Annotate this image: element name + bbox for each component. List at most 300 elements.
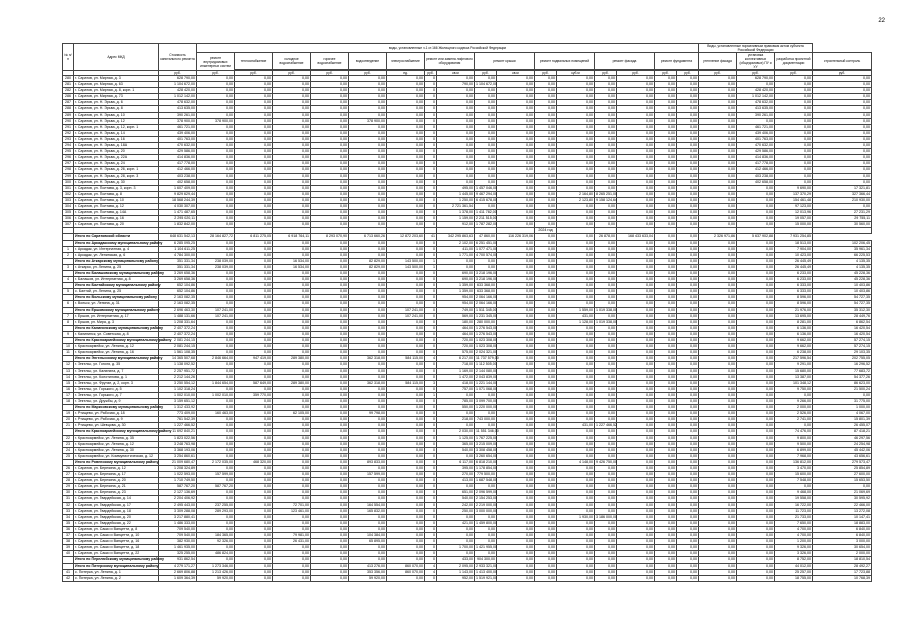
row-value: 0,00 [677,539,699,545]
row-value: 15 000,00 [775,222,813,228]
row-value: 0,00 [655,203,677,209]
row-value: 0,00 [595,216,617,222]
row-value: 0,00 [387,459,425,465]
row-value: 0,00 [535,277,557,283]
row-value: 0,00 [437,136,475,142]
row-value: 2 846 664,00 [197,356,235,362]
row-value: 0,00 [557,557,595,563]
row-value: 0,00 [617,155,655,161]
row-value: 0,00 [437,94,475,100]
row-value: 0 [425,222,437,228]
row-value: 0,00 [497,526,535,532]
row-value: 0,00 [699,362,737,368]
row-value: 6 840,00 [813,526,872,532]
row-value: 0,00 [595,222,617,228]
row-value: 0,00 [497,94,535,100]
row-value: 0 [425,368,437,374]
row-value: 59 920,00 [197,575,235,581]
row-value: 0,00 [497,124,535,130]
row-address: Итого по Ершовскому муниципальному району [75,307,160,312]
row-value: 0,00 [535,423,557,429]
row-value: 0,00 [617,295,655,301]
row-value: 0,00 [349,526,387,532]
row-value: 0,00 [655,350,677,356]
row-value: 0,00 [497,179,535,185]
row-value: 0,00 [349,405,387,411]
row-value: 3 260 654,00 [476,453,497,458]
row-value: 0,00 [677,216,699,222]
row-value: 26 431,00 [273,539,311,545]
row-value: 0,00 [235,94,273,100]
row-address: г. Саратов, ул. Сакко и Ванцетти, д. 18 [74,545,159,551]
row-value: 0,00 [595,374,617,380]
row-value: 0 [425,277,437,283]
row-value: 28 492,27 [813,563,872,569]
row-value: 0,00 [535,76,557,82]
row-value: 0,00 [235,514,273,520]
row-value: 0,00 [497,417,535,423]
row-value: 0,00 [349,307,387,313]
row-value: 1 823 022,56 [159,435,197,441]
row-value: 0,00 [737,411,775,417]
row-number: 7 [63,313,74,319]
row-value: 0,00 [273,405,311,411]
row-value: 0,00 [617,344,655,350]
row-value: 718,00 [437,362,475,368]
row-value: 0,00 [595,295,617,301]
row-value: 0,00 [699,575,737,581]
row-value: 0,00 [595,185,617,191]
row-value: 0,00 [497,441,535,447]
row-value: 0,00 [535,246,557,252]
row-value: 628 790,00 [737,76,775,82]
row-value: 0,00 [557,118,595,124]
row-value: 2 030,00 [437,429,475,435]
row-value: 0,00 [273,526,311,532]
row-value: 0,00 [197,325,235,331]
row-value: 0,00 [595,173,617,179]
header-col: ремонт фасада [595,53,655,70]
row-value: 0,00 [273,271,311,277]
row-value: 0,00 [273,203,311,209]
row-value: 0,00 [349,362,387,368]
row-value: 0,00 [273,557,311,563]
row-value: 0,00 [387,350,425,356]
row-value: 0 [425,502,437,508]
row-value: 0,00 [535,502,557,508]
header-group-regional: Виды, установленные нормативным правовым актом субъекта Российской Федерации [699,44,813,53]
row-value: 0,00 [197,423,235,429]
row-value: 0,00 [273,277,311,283]
row-value: 0,00 [699,240,737,246]
row-value: 18 883,00 [813,520,872,526]
row-value: 0,00 [595,289,617,295]
row-value: 0,00 [387,289,425,295]
row-value: 0,00 [497,466,535,472]
row-value: 4 [425,563,437,569]
row-value: 242,00 [437,502,475,508]
row-value: 0,00 [737,313,775,319]
row-value: 414 836,00 [159,155,197,161]
row-address: Итого по Вольскому муниципальному району [75,295,157,300]
row-value: 0,00 [557,380,595,386]
row-value: 0,00 [737,514,775,520]
row-value: 0,00 [737,575,775,581]
row-value: 478 632,00 [737,100,775,106]
header-col: теплоснабжение [235,53,273,70]
row-value: 478 632,00 [159,100,197,106]
row-value: 13 695,00 [775,313,813,319]
row-value: 0,00 [311,167,349,173]
row-value: 2 163 082,35 [159,295,197,301]
row-value: 4 700,00 [775,526,813,532]
row-value: 0,00 [813,143,872,149]
row-value: 0,00 [311,545,349,551]
row-value: 0,00 [535,411,557,417]
row-value: 0,00 [273,362,311,368]
row-value: 0,00 [655,496,677,502]
row-value: 690,00 [437,277,475,283]
row-value: 0,00 [497,496,535,502]
row-value: 0,00 [557,173,595,179]
row-value: 0,00 [557,526,595,532]
row-value: 0,00 [497,533,535,539]
row-value: 0,00 [699,307,737,313]
row-value: 0,00 [557,216,595,222]
row-value: 0,00 [497,252,535,258]
row-value: 3 218 196,00 [476,277,497,282]
row-value: 2 096 599,00 [476,490,497,495]
row-value: 1 012 142,00 [737,94,775,100]
row-value: 0,00 [197,435,235,441]
row-value: 0,00 [475,155,497,161]
row-value: 0,00 [273,210,311,216]
row-value: 893 833,00 [349,459,387,465]
row-value: 421,00 [437,520,475,526]
row-value: 0,00 [699,283,737,289]
row-value: 15 680,00 [775,368,813,374]
row-value: 0,00 [617,514,655,520]
row-value: 0,00 [311,386,349,392]
row-value: 0,00 [235,210,273,216]
row-value: 57 274,15 [813,344,872,350]
row-value: 1 071 068,00 [476,386,497,391]
row-value: 0,00 [197,149,235,155]
row-value: 413 635,00 [737,106,775,112]
row-value: 0,00 [557,447,595,453]
row-value: 0,00 [535,210,557,216]
row-value: 0,00 [595,533,617,539]
row-value: 628 790,00 [159,76,197,82]
row-value: 0,00 [349,100,387,106]
row-value: 0,00 [197,557,235,563]
row-value: 0,00 [699,472,737,478]
row-value: 0 [425,289,437,295]
row-value: 217 596,54 [775,356,813,362]
row-value: 464,00 [437,325,475,331]
row-value: 0,00 [273,246,311,252]
row-value: 0,00 [655,490,677,496]
row-number: 301 [63,185,74,191]
row-value: 0,00 [677,545,699,551]
row-value: 0,00 [677,143,699,149]
row-value: 0,00 [387,271,425,277]
row-value: 2 696 463,30 [159,307,197,313]
row-value: 0,00 [775,143,813,149]
row-value: 0,00 [235,362,273,368]
row-value: 0,00 [387,76,425,82]
row-value: 0,00 [311,380,349,386]
row-value: 0,00 [737,569,775,575]
row-value: 0,00 [655,264,677,270]
unit-cell: руб. [273,71,311,76]
row-value: 25 854,89 [813,466,872,472]
row-number: 29 [63,484,74,490]
row-value: 0,00 [497,167,535,173]
row-value: 6 233,00 [775,271,813,277]
row-value: 6 899,00 [775,447,813,453]
row-value: 0,00 [655,155,677,161]
row-address: г. Саратов, ул. Полтава, д. 20 [74,222,159,228]
row-value: 1 159,00 [437,216,475,222]
row-value: 0,00 [699,319,737,325]
row-value: 0,00 [273,386,311,392]
row-value: 0,00 [535,557,557,563]
row-value: 0,00 [617,124,655,130]
row-value: 2 933 321,00 [476,563,497,568]
row-value: 468 320,00 [235,459,273,465]
row-value: 0,00 [617,520,655,526]
row-value: 0,00 [557,472,595,478]
row-value: 0,00 [349,210,387,216]
row-value: 0,00 [655,453,677,459]
row-number: 24 [63,447,74,453]
row-value: 0,00 [699,356,737,362]
row-value: 0,00 [311,76,349,82]
row-address: г. Саратов, ул. Мирная, д. 8, корп. 1 [74,88,159,94]
row-value: 1 104 672,00 [159,82,197,88]
row-value: 0,00 [387,301,425,307]
row-value: 2 219 000,00 [476,502,497,507]
row-value: 0,00 [387,143,425,149]
unit-cell: руб. [311,71,349,76]
row-value: 0,00 [557,240,595,246]
row-value: 0,00 [387,478,425,484]
row-value: 0,00 [595,118,617,124]
row-value: 0,00 [349,313,387,319]
row-value: 0,00 [813,203,872,209]
row-value: 690,00 [437,271,475,277]
row-value: 0,00 [557,88,595,94]
row-value: 0,00 [197,514,235,520]
row-value: 0,00 [655,295,677,301]
row-value: 0,00 [497,283,535,289]
row-value: 6 251 451,00 [476,240,497,245]
row-value: 954,00 [437,301,475,307]
row-value: 0,00 [197,216,235,222]
row-value: 54 727,35 [813,295,872,301]
row-value: 0,00 [535,295,557,301]
row-value: 0,00 [535,222,557,228]
row-value: 0,00 [311,307,349,313]
row-address: г. Ершов, ул. Мира, д. 3 [74,319,159,325]
row-value: 0 [425,453,437,459]
row-value: 0,00 [235,423,273,429]
row-value: 0,00 [617,575,655,581]
row-number: 21 [63,423,74,429]
row-value: 2 212 144,26 [159,374,197,380]
row-value: 0,00 [655,94,677,100]
row-value: 720,00 [437,344,475,350]
row-value: 0,00 [557,508,595,514]
row-value: 9 291,00 [775,362,813,368]
row-value: 0,00 [475,130,497,136]
row-value: 0 [425,520,437,526]
row-number: 6 [63,301,74,307]
row-value: 587 767,20 [159,484,197,490]
row-value: 0 [425,118,437,124]
row-value: 0,00 [617,173,655,179]
row-value: 0,00 [737,551,775,557]
unit-cell: кв.м [497,71,535,76]
page-number: 22 [878,18,885,24]
row-value: 0,00 [235,283,273,289]
row-address: Итого по Ровенскому муниципальному району [75,459,159,464]
row-value: 0,00 [677,313,699,319]
row-value: 0,00 [677,484,699,490]
row-value: 0,00 [497,350,535,356]
row-value: 74 476,00 [775,429,813,435]
row-value: 0,00 [775,118,813,124]
row-value: 761 542,39 [159,417,197,423]
row-value: 0,00 [497,143,535,149]
row-value: 0,00 [387,472,425,478]
row-value: 6 233,00 [775,277,813,283]
row-value: 0,00 [311,155,349,161]
table-header [63,44,872,76]
row-value: 0,00 [273,106,311,112]
row-address: Итого по Калининскому муниципальному району [75,325,164,330]
row-value: 0,00 [475,264,497,270]
row-value: 0,00 [775,124,813,130]
row-value: 0,00 [387,240,425,246]
row-number: 289 [63,112,74,118]
row-value: 3 308 458,00 [476,447,497,452]
row-value: 4 [425,356,437,362]
row-value: 0,00 [557,374,595,380]
row-value: 0,00 [273,136,311,142]
row-value: 0,00 [197,124,235,130]
row-value: 785,00 [437,398,475,404]
row-value: 0,00 [595,398,617,404]
row-value: 0,00 [387,124,425,130]
row-value: 1 [425,392,437,398]
row-value: 401 763,00 [159,136,197,142]
row-value: 0 [425,313,437,319]
row-value: 16 534,00 [273,258,311,264]
row-number: 287 [63,100,74,106]
row-value: 0,00 [617,472,655,478]
row-value: 2024 год [535,228,557,234]
row-value: 0,00 [273,149,311,155]
row-value: 0,00 [349,435,387,441]
row-value: 0,00 [655,258,677,264]
row-value: 26 878,00 [595,234,617,240]
row-value: 0,00 [311,453,349,459]
row-value: 0,00 [737,203,775,209]
row-value: 0,00 [699,350,737,356]
row-value: 0,00 [813,106,872,112]
row-value: 0,00 [595,106,617,112]
row-value: 7 548,00 [775,478,813,484]
row-value: 6 713 660,26 [349,234,387,240]
row-value: 0,00 [437,179,475,185]
row-value: 0,00 [497,435,535,441]
row-value: 0,00 [349,386,387,392]
row-value: 0,00 [655,502,677,508]
row-value: 46 297,56 [813,435,872,441]
row-value: 0,00 [273,520,311,526]
row-value: 0,00 [387,210,425,216]
row-value: 0,00 [535,313,557,319]
row-value: 757,00 [437,386,475,392]
row-value: 0,00 [497,264,535,270]
row-value: 6 136,00 [775,331,813,337]
row-value: 0,00 [677,112,699,118]
row-value: 0,00 [617,143,655,149]
row-value: 0,00 [655,143,677,149]
row-value: 0,00 [197,88,235,94]
row-address: г. Саратов, ул. Сакко и Ванцетти, д. 8 [74,526,159,532]
row-value: 0,00 [655,362,677,368]
row-value: 0,00 [813,136,872,142]
row-address: Итого по Балтайскому муниципальному району [75,283,161,288]
row-value: 0,00 [235,386,273,392]
row-value: 0,00 [677,350,699,356]
row-address: г. Саратов, ул. Гвардейская, д. 20 [74,514,159,520]
row-value: 378 900,00 [159,118,197,124]
row-value: 0,00 [497,118,535,124]
row-value: 0,00 [655,301,677,307]
row-value: 0,00 [699,514,737,520]
row-value: 362 318,00 [349,356,387,362]
header-col: ремонт внутридомовых инженерных систем [197,53,235,71]
row-value: 3 218 196,00 [476,271,497,275]
row-value: 143 500,00 [387,258,425,264]
row-value: 0,00 [557,246,595,252]
row-value: 0,00 [387,539,425,545]
row-value: 0,00 [437,411,475,417]
row-number: 296 [63,155,74,161]
row-value: 86 623,00 [813,380,872,386]
row-value: 3 215 009,00 [476,441,497,446]
row-value: 6 333,00 [775,289,813,295]
row-value: 0,00 [349,429,387,435]
row-value: 0,00 [737,478,775,484]
row-value: 413,00 [437,478,475,484]
row-value: 0,00 [437,392,475,398]
row-number: 8 [63,319,74,325]
row-value: 0,00 [737,240,775,246]
row-value: 0,00 [235,112,273,118]
row-value: 0,00 [655,374,677,380]
row-value: 0,00 [699,197,737,203]
row-value: 0,00 [557,496,595,502]
row-value: 0,00 [311,478,349,484]
row-value: 0,00 [349,520,387,526]
row-value: 0,00 [387,197,425,203]
row-value: 0,00 [617,398,655,404]
